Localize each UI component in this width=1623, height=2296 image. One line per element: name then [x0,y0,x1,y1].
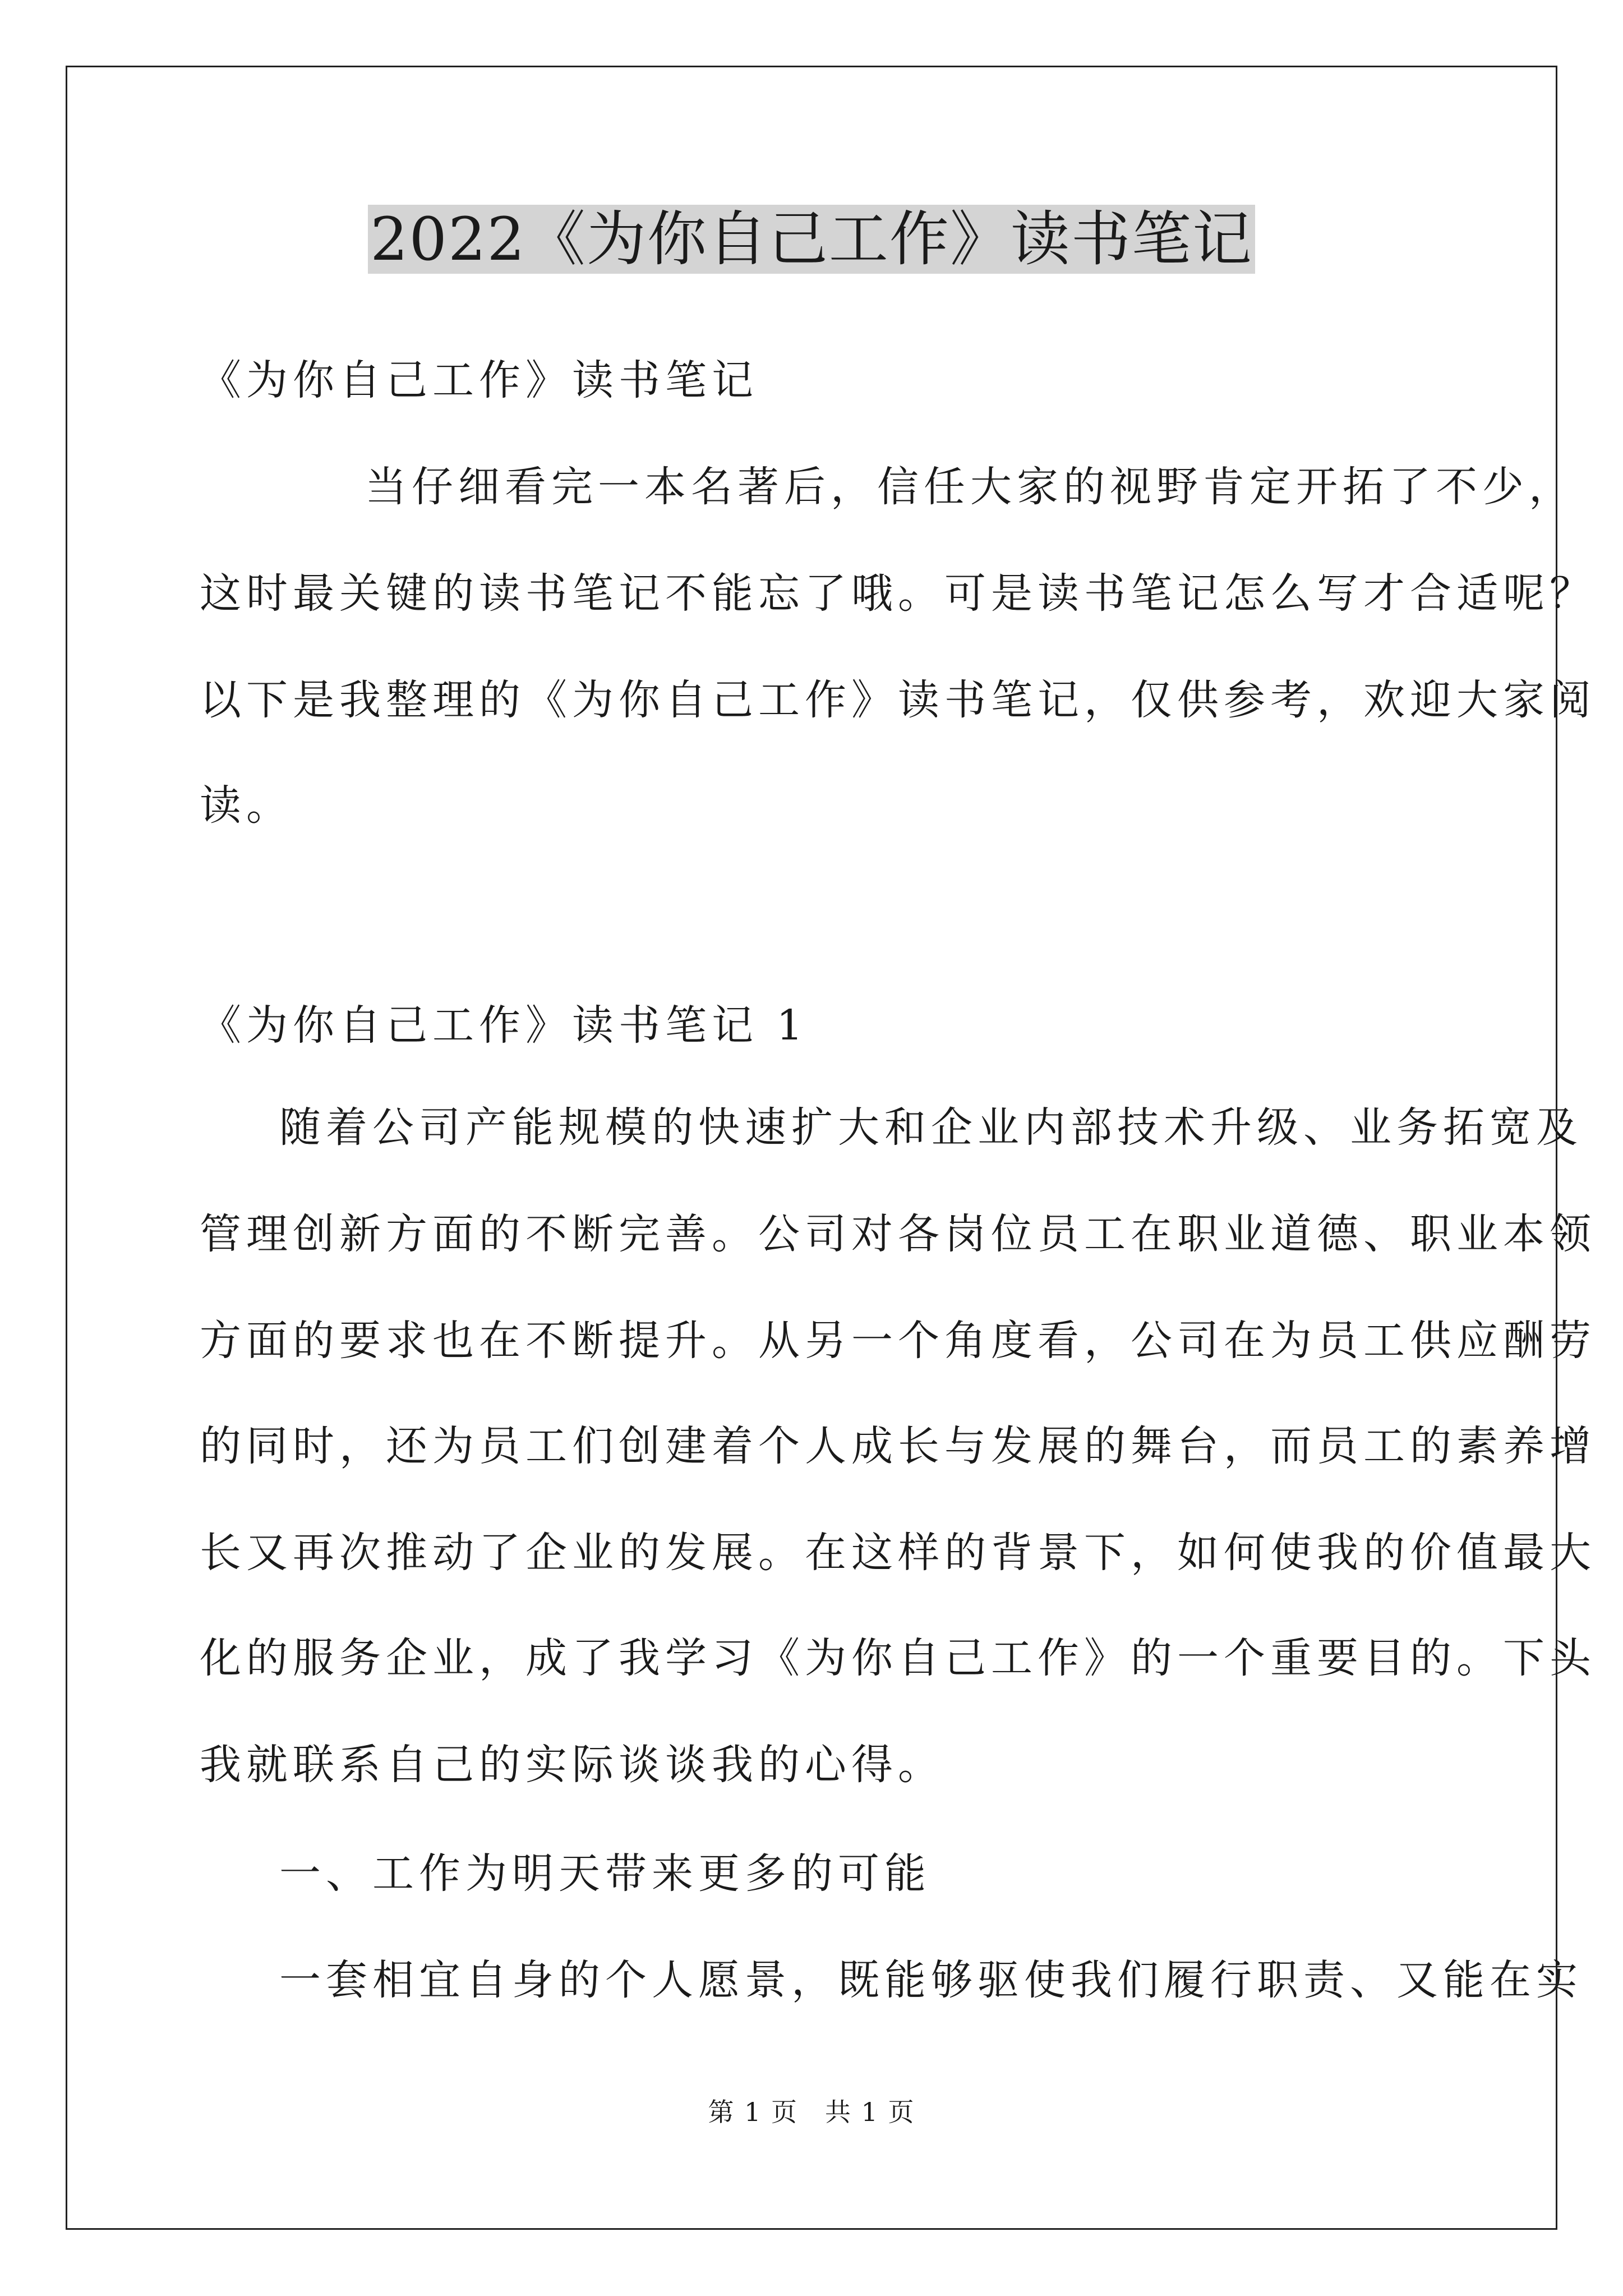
body-line: 随着公司产能规模的快速扩大和企业内部技术升级、业务拓宽及 [279,1103,1583,1152]
body-line: 我就联系自己的实际谈谈我的心得。 [200,1741,944,1789]
point-heading: 一、工作为明天带来更多的可能 [279,1849,931,1898]
intro-line: 这时最关键的读书笔记不能忘了哦。可是读书笔记怎么写才合适呢？ [200,569,1596,618]
body-line: 的同时，还为员工们创建着个人成长与发展的舞台，而员工的素养增 [200,1422,1596,1470]
document-title [0,197,1623,282]
body-line: 管理创新方面的不断完善。公司对各岗位员工在职业道德、职业本领 [200,1210,1596,1258]
subtitle: 《为你自己工作》读书笔记 [200,356,758,404]
intro-line: 以下是我整理的《为你自己工作》读书笔记，仅供参考，欢迎大家阅 [200,676,1596,724]
intro-line: 当仔细看完一本名著后，信任大家的视野肯定开拓了不少， [365,463,1575,511]
body-line: 化的服务企业，成了我学习《为你自己工作》的一个重要目的。下头 [200,1634,1596,1682]
body-line: 长又再次推动了企业的发展。在这样的背景下，如何使我的价值最大 [200,1529,1596,1577]
point-line: 一套相宜自身的个人愿景，既能够驱使我们履行职责、又能在实 [279,1956,1583,2004]
body-line: 方面的要求也在不断提升。从另一个角度看，公司在为员工供应酬劳 [200,1317,1596,1365]
intro-line: 读。 [200,781,293,830]
page-footer: 第 1 页 共 1 页 [708,2097,915,2127]
document-title-text: 2022《为你自己工作》读书笔记 [368,205,1255,274]
section-heading: 《为你自己工作》读书笔记 1 [200,1001,808,1050]
